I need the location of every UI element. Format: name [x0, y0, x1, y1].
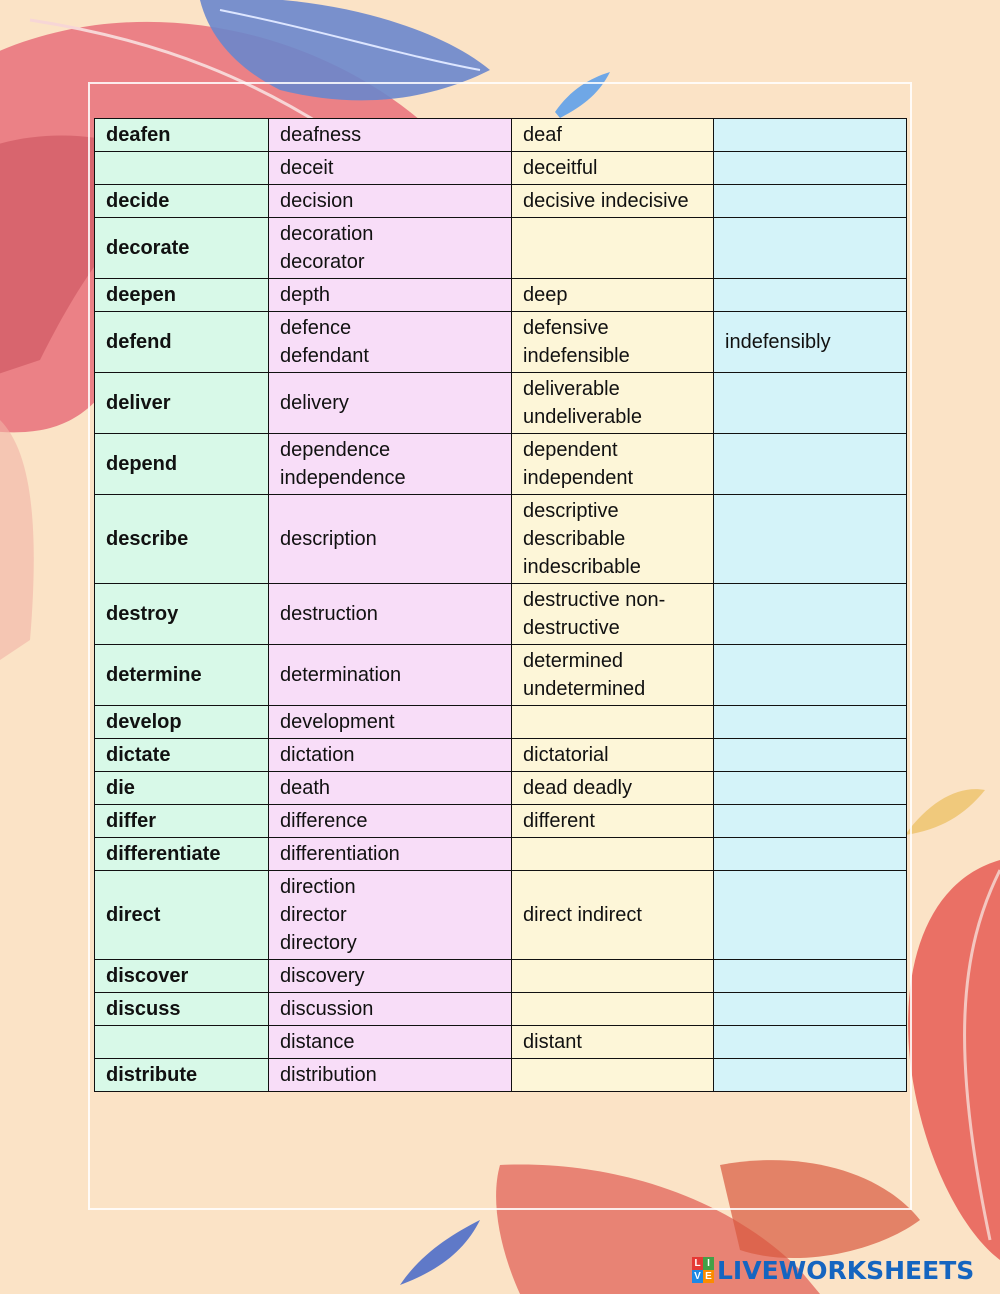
table-row [95, 838, 907, 871]
adverb-cell [714, 706, 907, 739]
adverb-cell [714, 1059, 907, 1092]
table-row [95, 772, 907, 805]
verb-cell: distribute [95, 1059, 269, 1092]
verb-cell: defend [95, 312, 269, 373]
table-row [95, 279, 907, 312]
noun-cell: dependence independence [269, 434, 512, 495]
noun-cell: description [269, 495, 512, 584]
adverb-cell [714, 1026, 907, 1059]
verb-cell: determine [95, 645, 269, 706]
noun-cell: discussion [269, 993, 512, 1026]
adjective-cell [512, 706, 714, 739]
yellow-feather [905, 789, 985, 835]
small-blue-feather-bottom [400, 1220, 480, 1285]
adjective-cell: defensive indefensible [512, 312, 714, 373]
adjective-cell: different [512, 805, 714, 838]
adjective-cell: deceitful [512, 152, 714, 185]
adjective-cell: dead deadly [512, 772, 714, 805]
table-row [95, 119, 907, 152]
verb-cell: depend [95, 434, 269, 495]
table-row [95, 739, 907, 772]
adverb-cell [714, 434, 907, 495]
adverb-cell [714, 805, 907, 838]
adverb-cell [714, 739, 907, 772]
verb-cell: decide [95, 185, 269, 218]
adverb-cell [714, 185, 907, 218]
table-row [95, 373, 907, 434]
noun-cell: depth [269, 279, 512, 312]
table-row [95, 185, 907, 218]
noun-cell: difference [269, 805, 512, 838]
noun-cell: defence defendant [269, 312, 512, 373]
noun-cell: deceit [269, 152, 512, 185]
adverb-cell [714, 373, 907, 434]
adjective-cell [512, 1059, 714, 1092]
verb-cell: describe [95, 495, 269, 584]
verb-cell: discuss [95, 993, 269, 1026]
noun-cell: determination [269, 645, 512, 706]
adjective-cell [512, 993, 714, 1026]
table-row [95, 706, 907, 739]
noun-cell: distance [269, 1026, 512, 1059]
noun-cell: decision [269, 185, 512, 218]
noun-cell: destruction [269, 584, 512, 645]
table-row [95, 312, 907, 373]
noun-cell: delivery [269, 373, 512, 434]
adverb-cell: indefensibly [714, 312, 907, 373]
adverb-cell [714, 584, 907, 645]
noun-cell: differentiation [269, 838, 512, 871]
adjective-cell: deep [512, 279, 714, 312]
adverb-cell [714, 119, 907, 152]
adjective-cell: determined undetermined [512, 645, 714, 706]
brand-name: LIVEWORKSHEETS [717, 1255, 975, 1285]
verb-cell: die [95, 772, 269, 805]
adverb-cell [714, 152, 907, 185]
noun-cell: dictation [269, 739, 512, 772]
adverb-cell [714, 838, 907, 871]
verb-cell: deafen [95, 119, 269, 152]
table-row [95, 152, 907, 185]
adverb-cell [714, 495, 907, 584]
live-logo-icon: L I V E [692, 1257, 714, 1283]
verb-cell: dictate [95, 739, 269, 772]
adjective-cell [512, 218, 714, 279]
noun-cell: death [269, 772, 512, 805]
adjective-cell: dependent independent [512, 434, 714, 495]
verb-cell [95, 1026, 269, 1059]
noun-cell: decoration decorator [269, 218, 512, 279]
adverb-cell [714, 772, 907, 805]
noun-cell: discovery [269, 960, 512, 993]
table-row [95, 993, 907, 1026]
adjective-cell: deaf [512, 119, 714, 152]
adverb-cell [714, 645, 907, 706]
table-row [95, 1026, 907, 1059]
adjective-cell [512, 838, 714, 871]
adjective-cell: deliverable undeliverable [512, 373, 714, 434]
table-row [95, 645, 907, 706]
word-family-table [94, 118, 907, 1092]
adjective-cell: dictatorial [512, 739, 714, 772]
table-row [95, 434, 907, 495]
table-row [95, 960, 907, 993]
adverb-cell [714, 993, 907, 1026]
adjective-cell: distant [512, 1026, 714, 1059]
adverb-cell [714, 218, 907, 279]
verb-cell: decorate [95, 218, 269, 279]
table-row [95, 584, 907, 645]
adverb-cell [714, 871, 907, 960]
table-row [95, 871, 907, 960]
adjective-cell: decisive indecisive [512, 185, 714, 218]
noun-cell: deafness [269, 119, 512, 152]
adverb-cell [714, 960, 907, 993]
noun-cell: direction director directory [269, 871, 512, 960]
verb-cell: discover [95, 960, 269, 993]
liveworksheets-logo [692, 1254, 974, 1286]
verb-cell: develop [95, 706, 269, 739]
adjective-cell: destructive non- destructive [512, 584, 714, 645]
red-feather-bottom-right [908, 860, 1000, 1260]
adverb-cell [714, 279, 907, 312]
table-row [95, 495, 907, 584]
noun-cell: distribution [269, 1059, 512, 1092]
verb-cell: differ [95, 805, 269, 838]
verb-cell [95, 152, 269, 185]
verb-cell: destroy [95, 584, 269, 645]
adjective-cell [512, 960, 714, 993]
table-row [95, 218, 907, 279]
table-row [95, 805, 907, 838]
verb-cell: deliver [95, 373, 269, 434]
noun-cell: development [269, 706, 512, 739]
verb-cell: deepen [95, 279, 269, 312]
table-row [95, 1059, 907, 1092]
verb-cell: direct [95, 871, 269, 960]
adjective-cell: direct indirect [512, 871, 714, 960]
verb-cell: differentiate [95, 838, 269, 871]
adjective-cell: descriptive describable indescribable [512, 495, 714, 584]
